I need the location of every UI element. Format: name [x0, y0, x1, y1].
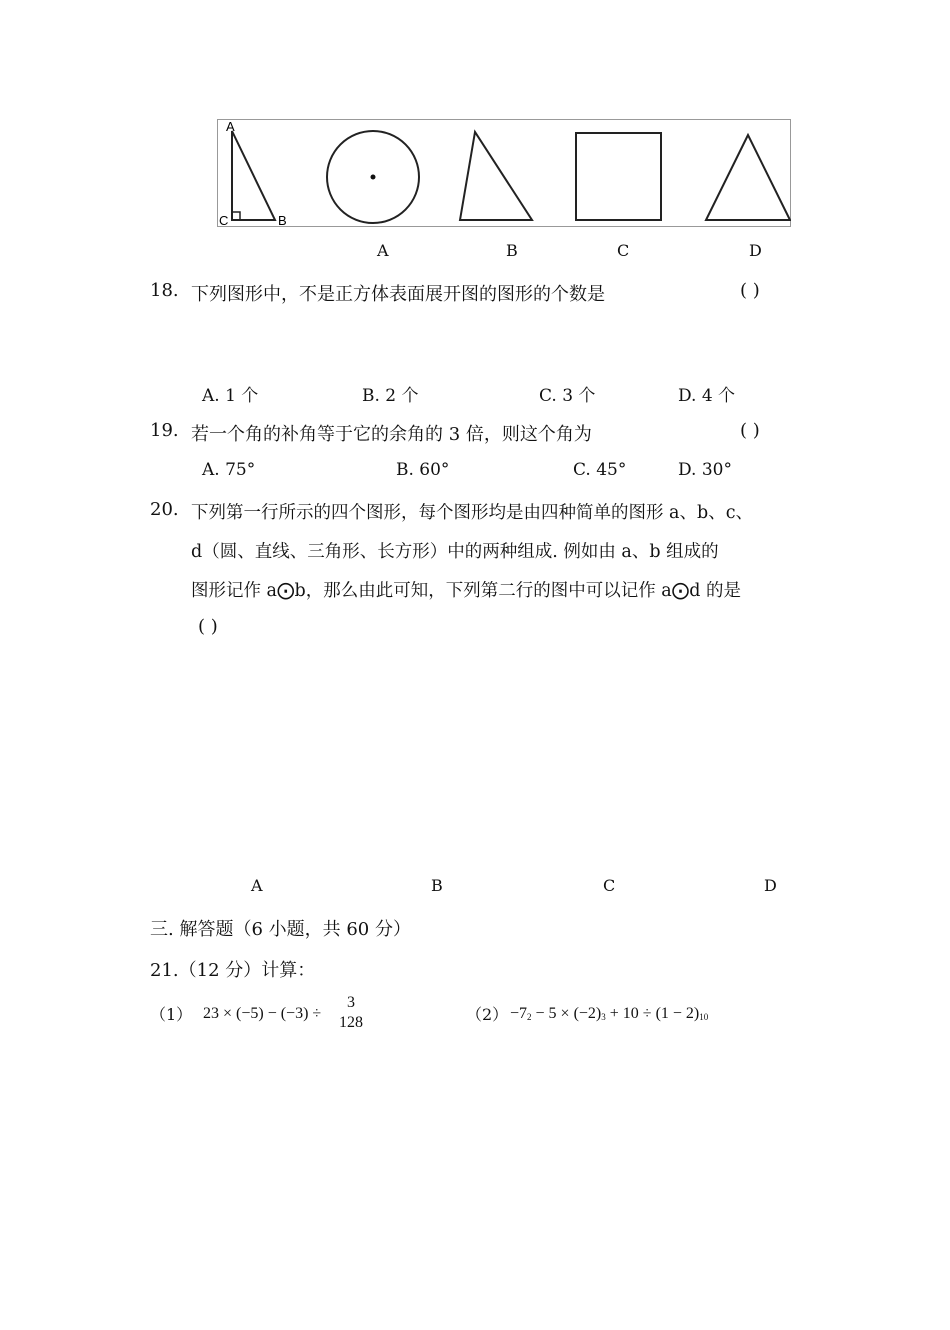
q21-part1-fraction: [336, 994, 366, 1032]
q21-part1-expression: 23 × (−5) − (−3) ÷: [203, 1005, 322, 1022]
q21-part1-label: （1）: [150, 1005, 193, 1024]
q20-line-1: 下列第一行所示的四个图形，每个图形均是由四种简单的图形 a、b、c、: [191, 503, 753, 523]
q18-option-d: D. 4 个: [678, 386, 736, 406]
q18-option-a: A. 1 个: [202, 386, 259, 406]
q21-part2-exponent-2: 3: [601, 1012, 606, 1022]
q18-number: 18.: [150, 280, 179, 301]
q21-part2-exponent-1: 2: [527, 1012, 532, 1022]
q20-answer-bracket: ( ): [198, 616, 218, 637]
q18-option-b: B. 2 个: [362, 386, 419, 406]
q18-text: 下列图形中，不是正方体表面展开图的图形的个数是: [191, 284, 605, 305]
q21-part2-term-c: + 10 ÷ (1 − 2): [605, 1005, 700, 1022]
q19-number: 19.: [150, 420, 179, 441]
q20-label-b: B: [431, 876, 443, 895]
q21-part2-term-b: − 5 × (−2): [531, 1005, 602, 1022]
figure-17-label-c: C: [617, 241, 630, 260]
q19-option-b: B. 60°: [396, 460, 450, 480]
q20-line-2: d（圆、直线、三角形、长方形）中的两种组成. 例如由 a、b 组成的: [191, 542, 719, 562]
figure-17-label-a: A: [377, 241, 389, 260]
q20-label-a: A: [251, 876, 263, 895]
q20-label-c: C: [603, 876, 616, 895]
q18-answer-bracket: ( ): [740, 280, 760, 301]
vertex-b-label: B: [278, 213, 287, 227]
q19-answer-bracket: ( ): [740, 420, 760, 441]
q21-part2-label: （2）: [466, 1005, 509, 1024]
square-shape: [576, 133, 661, 220]
figure-17-svg: [217, 119, 791, 227]
q20-number: 20.: [150, 499, 179, 520]
q21-part2-exponent-3: 10: [699, 1012, 709, 1022]
q19-option-d: D. 30°: [678, 460, 732, 480]
vertex-c-label: C: [219, 213, 229, 227]
figure-border: [218, 120, 791, 227]
q18-option-c: C. 3 个: [539, 386, 596, 406]
q21-part2-expression: [510, 1005, 708, 1023]
triangle-d-shape: [706, 135, 790, 220]
right-angle-mark: [232, 212, 240, 220]
q19-text: 若一个角的补角等于它的余角的 3 倍，则这个角为: [191, 424, 592, 445]
vertex-a-label: A: [226, 119, 235, 134]
q20-label-d: D: [764, 876, 777, 895]
section-3-heading: 三. 解答题（6 小题，共 60 分）: [150, 919, 411, 940]
q21-part2-term-a: −7: [510, 1005, 528, 1022]
q19-option-a: A. 75°: [202, 460, 256, 480]
q19-option-c: C. 45°: [573, 460, 627, 480]
figure-17-label-d: D: [749, 241, 762, 260]
fraction-numerator: 3: [347, 994, 355, 1011]
q20-line-3: 图形记作 a⨀b，那么由此可知，下列第二行的图中可以记作 a⨀d 的是: [191, 581, 741, 601]
fraction-denominator: 128: [339, 1014, 363, 1031]
figure-17-label-b: B: [506, 241, 518, 260]
circle-center-dot: [371, 175, 376, 180]
triangle-b-shape: [460, 132, 532, 220]
right-triangle-shape: [232, 131, 275, 220]
q21-heading: 21.（12 分）计算：: [150, 960, 316, 981]
figure-17-shapes: [217, 119, 791, 227]
